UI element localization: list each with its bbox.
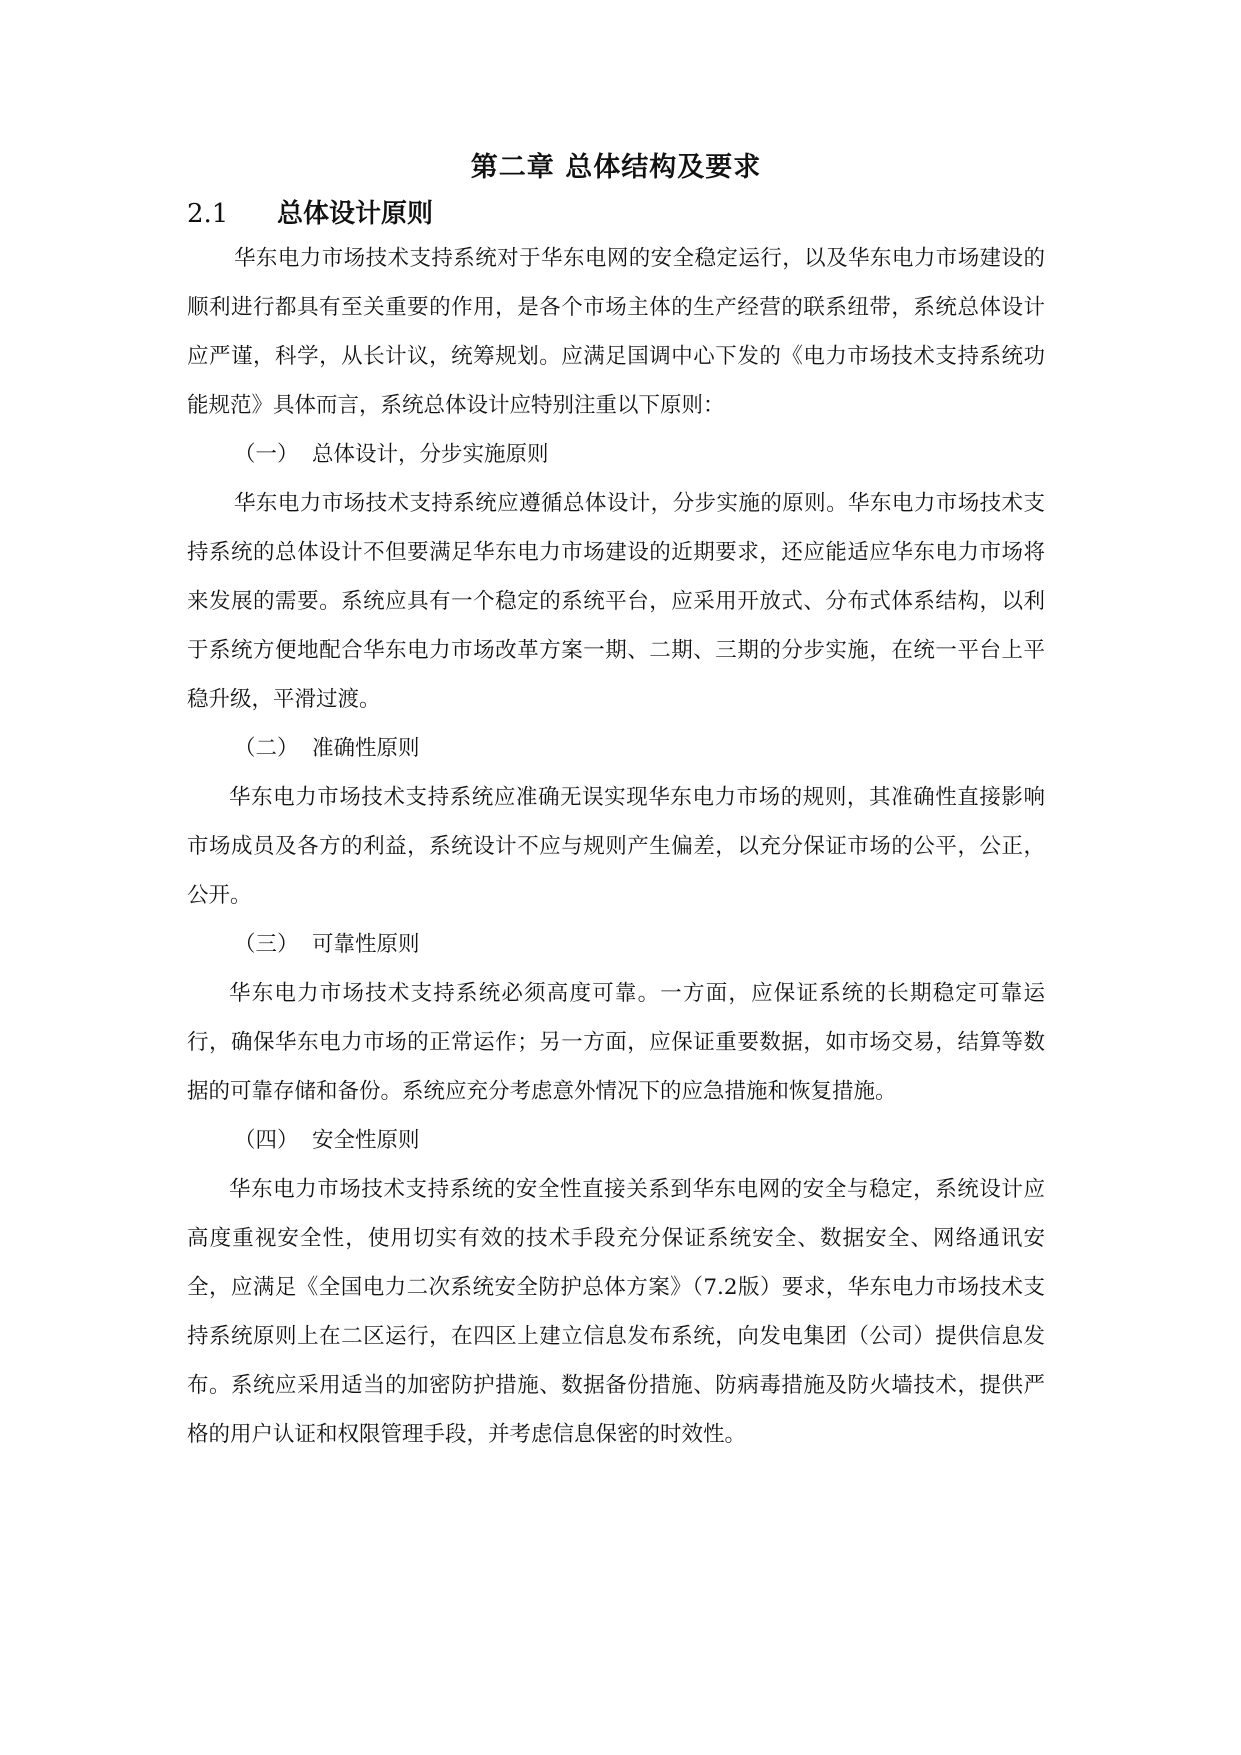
- principle-body: 华东电力市场技术支持系统的安全性直接关系到华东电网的安全与稳定，系统设计应高度重视安全性，使用切实有效的技术手段充分保证系统安全、数据安全、网络通讯安全，应满足《全国电力二次系统安全防护总体方案》（7.2版）要求，华东电力市场技术支持系统原则上在二区运行，在四区上建立信息发布系统，向发电集团（公司）提供信息发布。系统应采用适当的加密防护措施、数据备份措施、防病毒措施及防火墙技术，提供严格的用户认证和权限管理手段，并考虑信息保密的时效性。: [187, 1177, 1045, 1447]
- principle-title: 可靠性原则: [312, 932, 420, 957]
- principle-marker: （四）: [234, 1128, 299, 1153]
- section-heading: [187, 194, 1045, 234]
- principle-marker: （三）: [234, 932, 299, 957]
- principle-body: 华东电力市场技术支持系统应遵循总体设计，分步实施的原则。华东电力市场技术支持系统的总体设计不但要满足华东电力市场建设的近期要求，还应能适应华东电力市场将来发展的需要。系统应具有一个稳定的系统平台，应采用开放式、分布式体系结构，以利于系统方便地配合华东电力市场改革方案一期、二期、三期的分步实施，在统一平台上平稳升级，平滑过渡。: [187, 491, 1045, 712]
- principle-heading: [187, 1116, 1045, 1165]
- page-content: [187, 148, 1045, 1459]
- intro-paragraph: 华东电力市场技术支持系统对于华东电网的安全稳定运行，以及华东电力市场建设的顺利进行都具有至关重要的作用，是各个市场主体的生产经营的联系纽带，系统总体设计应严谨，科学，从长计议，统筹规划。应满足国调中心下发的《电力市场技术支持系统功能规范》具体而言，系统总体设计应特别注重以下原则：: [187, 246, 1045, 418]
- chapter-title: 第二章 总体结构及要求: [470, 152, 762, 183]
- principle-title: 总体设计，分步实施原则: [312, 442, 549, 467]
- principle-heading: [187, 430, 1045, 479]
- principle-marker: （一）: [234, 442, 299, 467]
- principle-body: 华东电力市场技术支持系统必须高度可靠。一方面，应保证系统的长期稳定可靠运行，确保华东电力市场的正常运作；另一方面，应保证重要数据，如市场交易，结算等数据的可靠存储和备份。系统应充分考虑意外情况下的应急措施和恢复措施。: [187, 981, 1045, 1104]
- section-number: 2.1: [187, 199, 229, 229]
- principle-heading: [187, 920, 1045, 969]
- principle-title: 准确性原则: [312, 736, 420, 761]
- principle-heading: [187, 724, 1045, 773]
- principle-title: 安全性原则: [312, 1128, 420, 1153]
- principle-body: 华东电力市场技术支持系统应准确无误实现华东电力市场的规则，其准确性直接影响市场成员及各方的利益，系统设计不应与规则产生偏差，以充分保证市场的公平，公正，公开。: [187, 785, 1045, 908]
- principle-marker: （二）: [234, 736, 299, 761]
- section-title: 总体设计原则: [277, 199, 434, 229]
